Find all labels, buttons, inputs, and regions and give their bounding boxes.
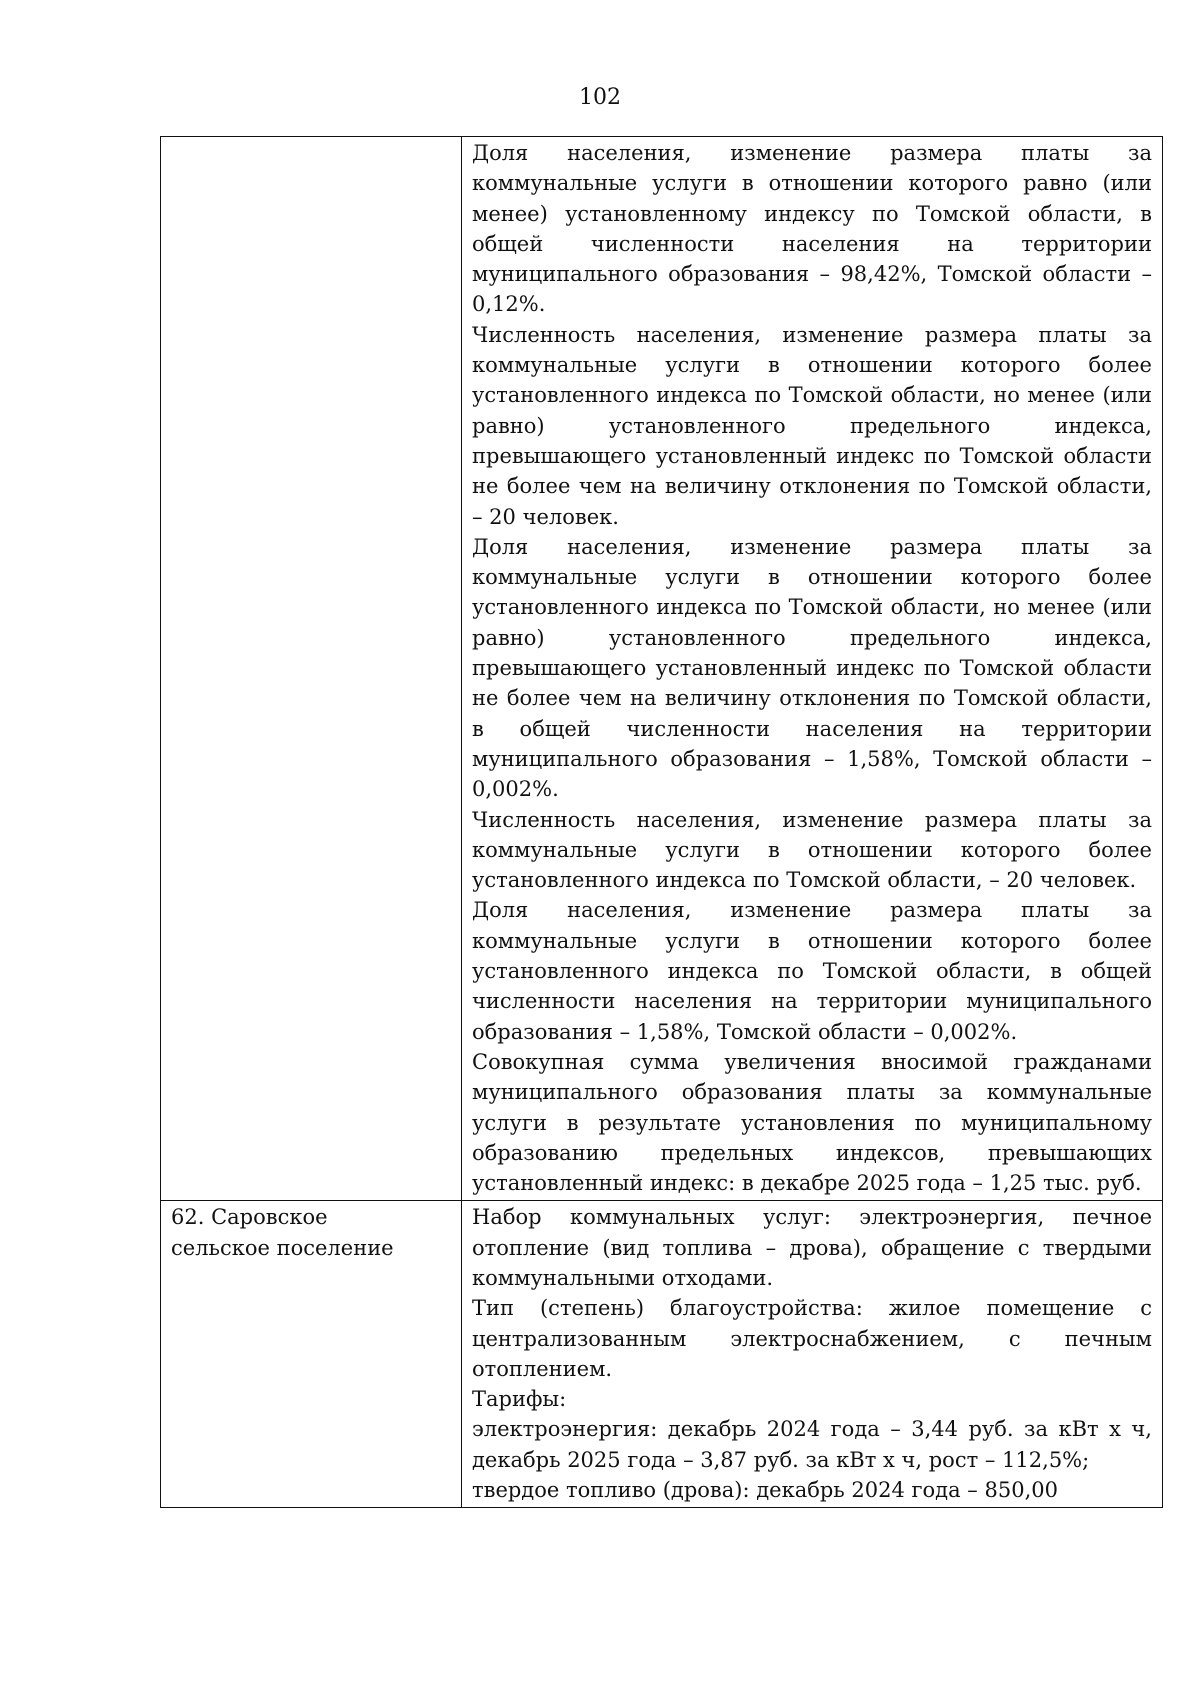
table-row xyxy=(161,1201,1163,1508)
municipality-name-line: 62. Саровское xyxy=(171,1205,328,1230)
municipality-name-line: сельское поселение xyxy=(171,1235,394,1260)
electricity-tariff-paragraph: электроэнергия: декабрь 2024 года – 3,44 руб. за кВт х ч, декабрь 2025 года – 3,87 руб. за кВт х ч, рост – 112,5%; xyxy=(472,1417,1152,1472)
indicator-paragraph: Доля населения, изменение размера платы за коммунальные услуги в отношении которого более установленного индекса по Томской области, в общей численности населения на территории муниципального образования – 1,58%, Томской области – 0,002%. xyxy=(472,898,1152,1044)
indicator-paragraph: Численность населения, изменение размера платы за коммунальные услуги в отношении которого более установленного индекса по Томской области, но менее (или равно) установленного предельного индекса, превышающего установленный индекс по Томской области не более чем на величину отклонения по Томской области, – 20 человек. xyxy=(472,322,1152,529)
services-paragraph: Набор коммунальных услуг: электроэнергия, печное отопление (вид топлива – дрова), обращение с твердыми коммунальными отходами. xyxy=(472,1205,1152,1290)
indicator-paragraph: Доля населения, изменение размера платы за коммунальные услуги в отношении которого равно (или менее) установленному индексу по Томской области, в общей численности населения на территории муниципального образования – 98,42%, Томской области – 0,12%. xyxy=(472,141,1152,317)
tariffs-heading: Тарифы: xyxy=(472,1387,567,1412)
indicators-cell xyxy=(462,137,1163,1201)
table-row xyxy=(161,137,1163,1201)
municipality-name-cell xyxy=(161,1201,462,1508)
indicator-paragraph: Численность населения, изменение размера платы за коммунальные услуги в отношении которого более установленного индекса по Томской области, – 20 человек. xyxy=(472,807,1152,893)
municipal-tariff-table xyxy=(160,136,1163,1508)
firewood-tariff-paragraph: твердое топливо (дрова): декабрь 2024 года – 850,00 xyxy=(472,1478,1058,1503)
municipality-cell-empty xyxy=(161,137,462,1201)
page-number: 102 xyxy=(579,85,621,110)
indicator-paragraph: Доля населения, изменение размера платы за коммунальные услуги в отношении которого более установленного индекса по Томской области, но менее (или равно) установленного предельного индекса, превышающего установленный индекс по Томской области не более чем на величину отклонения по Томской области, в общей численности населения на территории муниципального образования – 1,58%, Томской области – 0,002%. xyxy=(472,534,1152,802)
indicator-paragraph: Совокупная сумма увеличения вносимой гражданами муниципального образования платы за коммунальные услуги в результате установления по муниципальному образованию предельных индексов, превышающих установленный индекс: в декабре 2025 года – 1,25 тыс. руб. xyxy=(472,1049,1152,1196)
services-cell xyxy=(462,1201,1163,1508)
improvement-type-paragraph: Тип (степень) благоустройства: жилое помещение с централизованным электроснабжением, с печным отоплением. xyxy=(472,1296,1152,1381)
